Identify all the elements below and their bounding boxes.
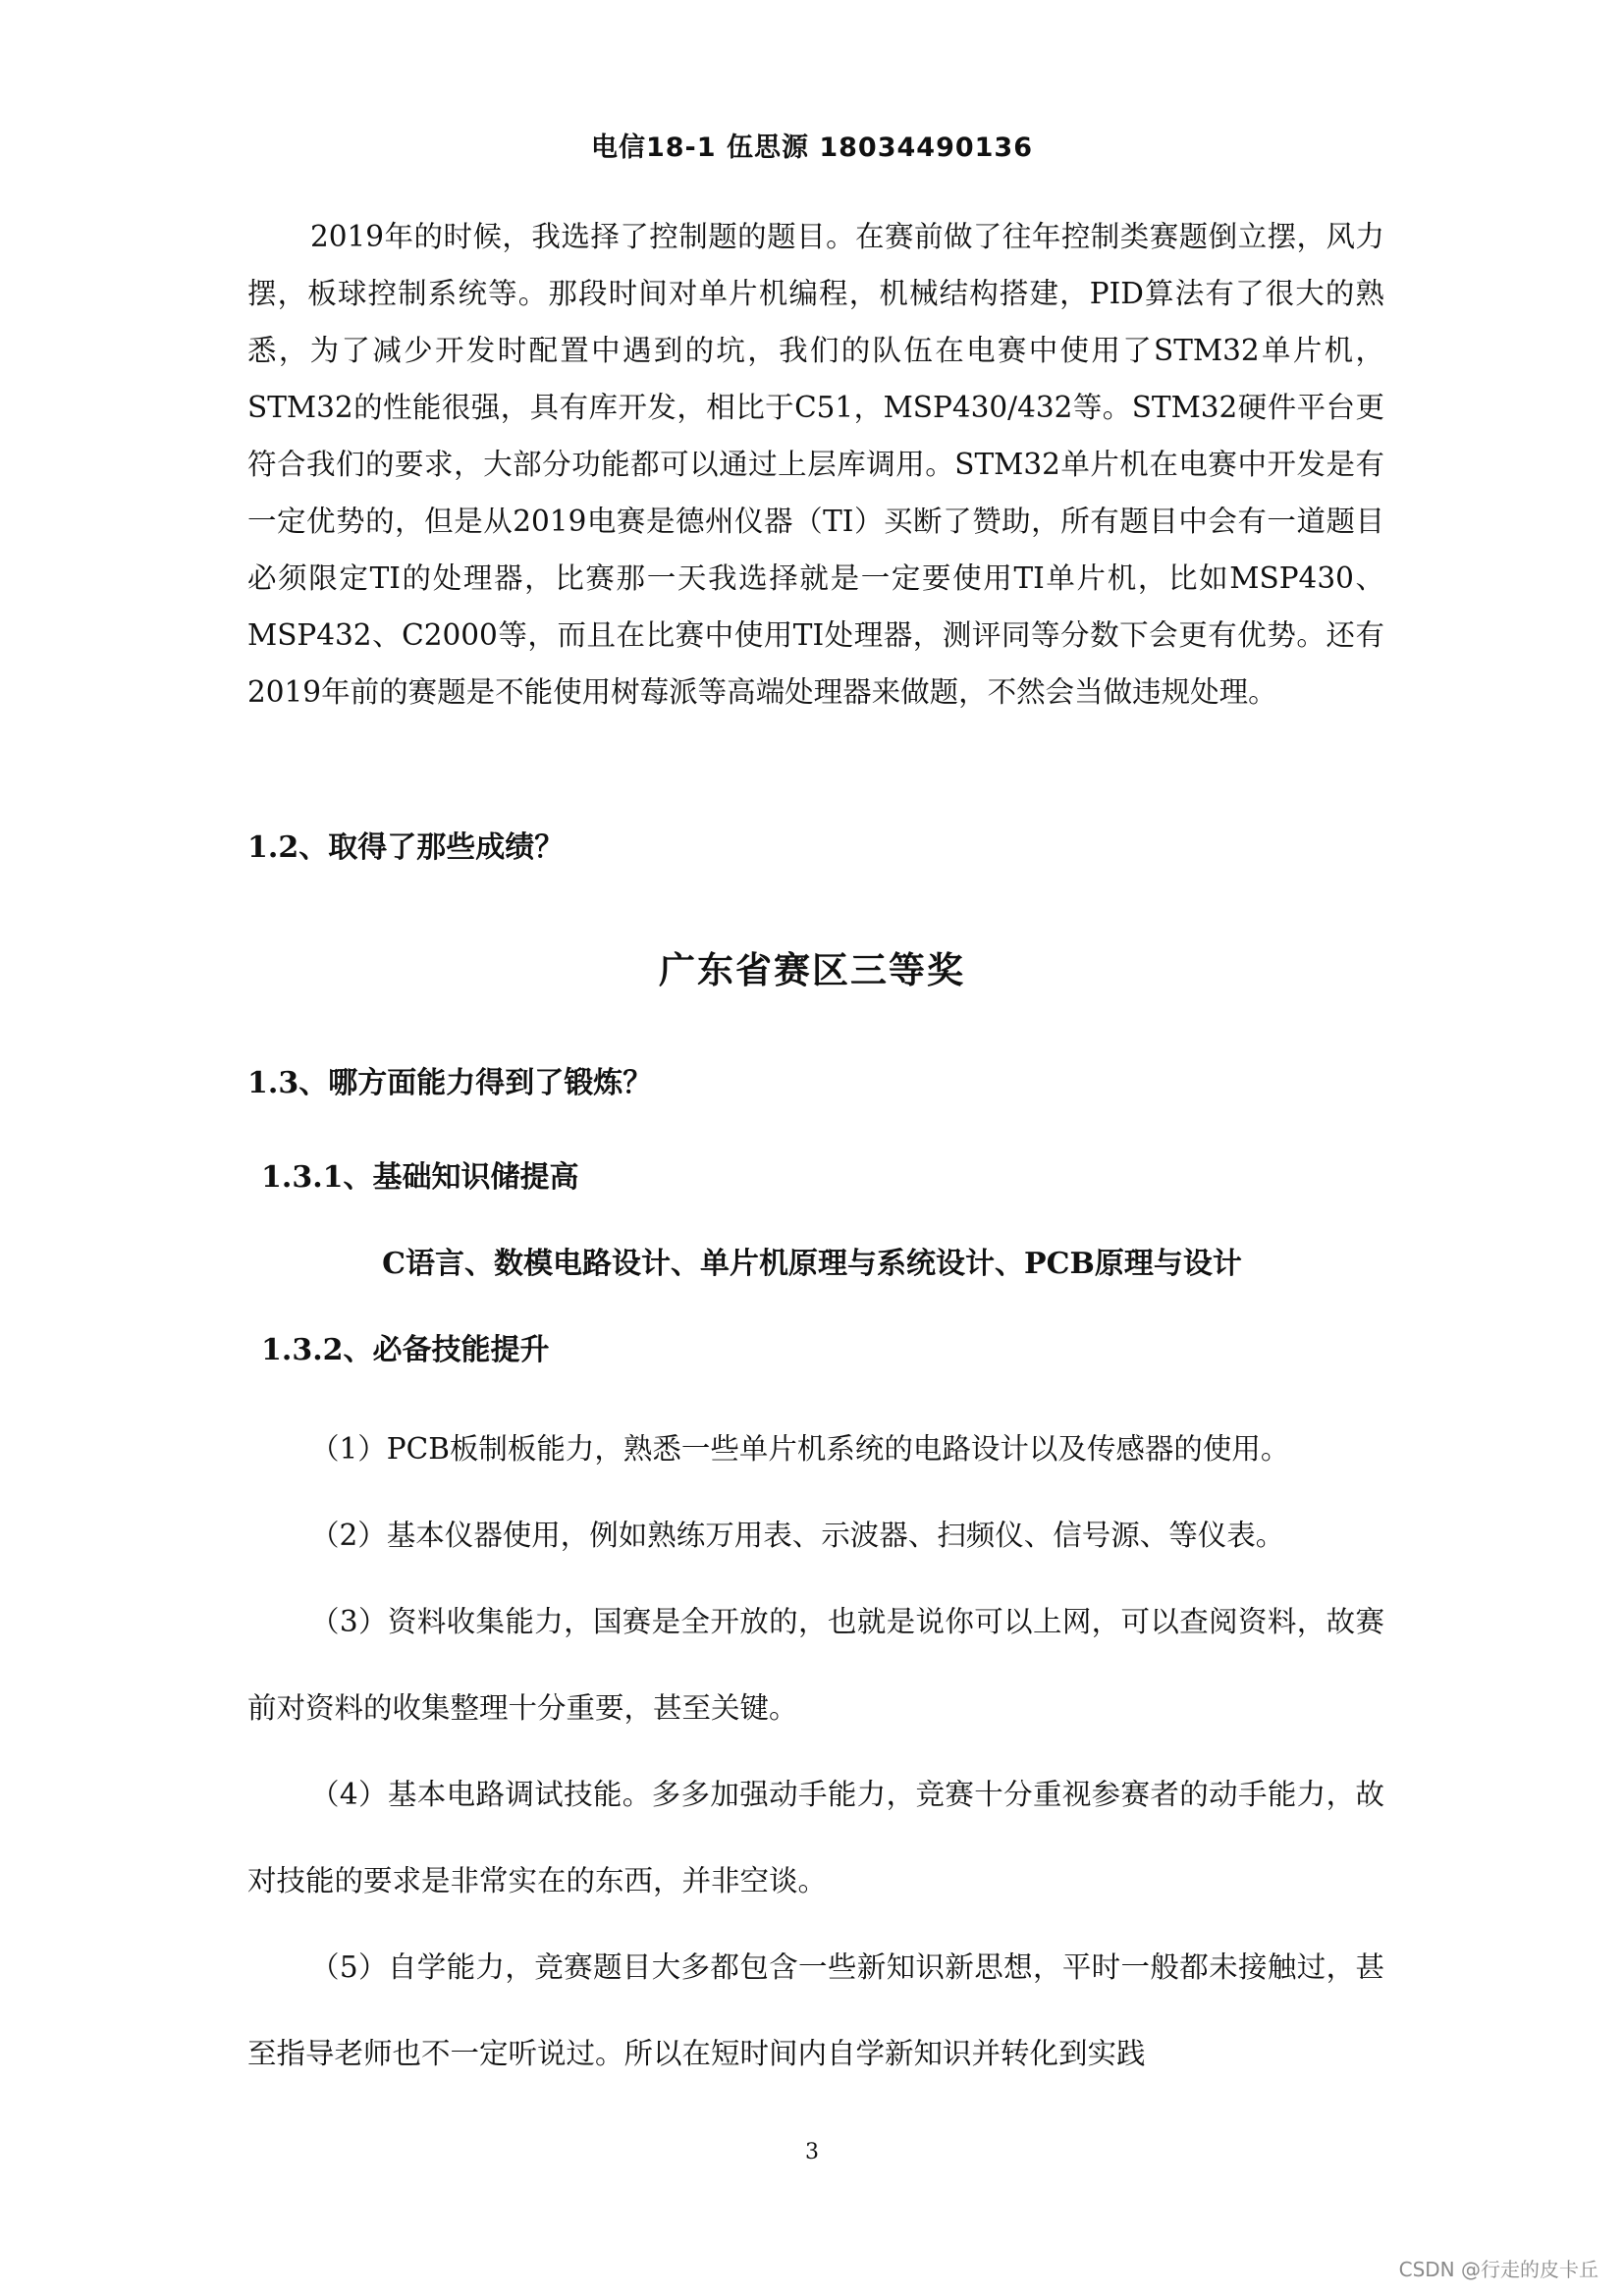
course-list: C语言、数模电路设计、单片机原理与系统设计、PCB原理与设计	[382, 1247, 1242, 1281]
skill-item-2: （2）基本仪器使用，例如熟练万用表、示波器、扫频仪、信号源、等仪表。	[310, 1519, 1285, 1552]
award-title: 广东省赛区三等奖	[659, 948, 965, 991]
subsection-heading-1-3-1: 1.3.1、基础知识储提高	[261, 1160, 579, 1195]
intro-paragraph: 2019年的时候，我选择了控制题的题目。在赛前做了往年控制类赛题倒立摆，风力摆，板球控制系统等。那段时间对单片机编程，机械结构搭建，PID算法有了很大的熟悉，为了减少开发时配置中遇到的坑，我们的队伍在电赛中使用了STM32单片机，STM32的性能很强，具有库开发，相比于C51，MSP430/432等。STM32硬件平台更符合我们的要求，大部分功能都可以通过上层库调用。STM32单片机在电赛中开发是有一定优势的，但是从2019电赛是德州仪器（TI）买断了赞助，所有题目中会有一道题目必须限定TI的处理器，比赛那一天我选择就是一定要使用TI单片机，比如MSP430、MSP432、C2000等，而且在比赛中使用TI处理器，测评同等分数下会更有优势。还有2019年前的赛题是不能使用树莓派等高端处理器来做题，不然会当做违规处理。	[247, 220, 1384, 709]
subsection-heading-1-3-2: 1.3.2、必备技能提升	[261, 1333, 550, 1367]
skill-item-5: （5）自学能力，竞赛题目大多都包含一些新知识新思想，平时一般都未接触过，甚至指导老师也不一定听说过。所以在短时间内自学新知识并转化到实践	[247, 1950, 1384, 2070]
skill-item-3: （3）资料收集能力，国赛是全开放的，也就是说你可以上网，可以查阅资料，故赛前对资料的收集整理十分重要，甚至关键。	[247, 1605, 1384, 1725]
skill-item-4: （4）基本电路调试技能。多多加强动手能力，竞赛十分重视参赛者的动手能力，故对技能的要求是非常实在的东西，并非空谈。	[247, 1778, 1384, 1897]
page-header: 电信18-1 伍思源 18034490136	[590, 133, 1034, 163]
section-heading-1-2: 1.2、取得了那些成绩？	[247, 830, 565, 865]
csdn-watermark: CSDN @行走的皮卡丘	[1398, 2258, 1598, 2281]
skill-item-1: （1）PCB板制板能力，熟悉一些单片机系统的电路设计以及传感器的使用。	[310, 1432, 1290, 1466]
section-heading-1-3: 1.3、哪方面能力得到了锻炼？	[247, 1066, 653, 1100]
page-number: 3	[805, 2140, 819, 2164]
